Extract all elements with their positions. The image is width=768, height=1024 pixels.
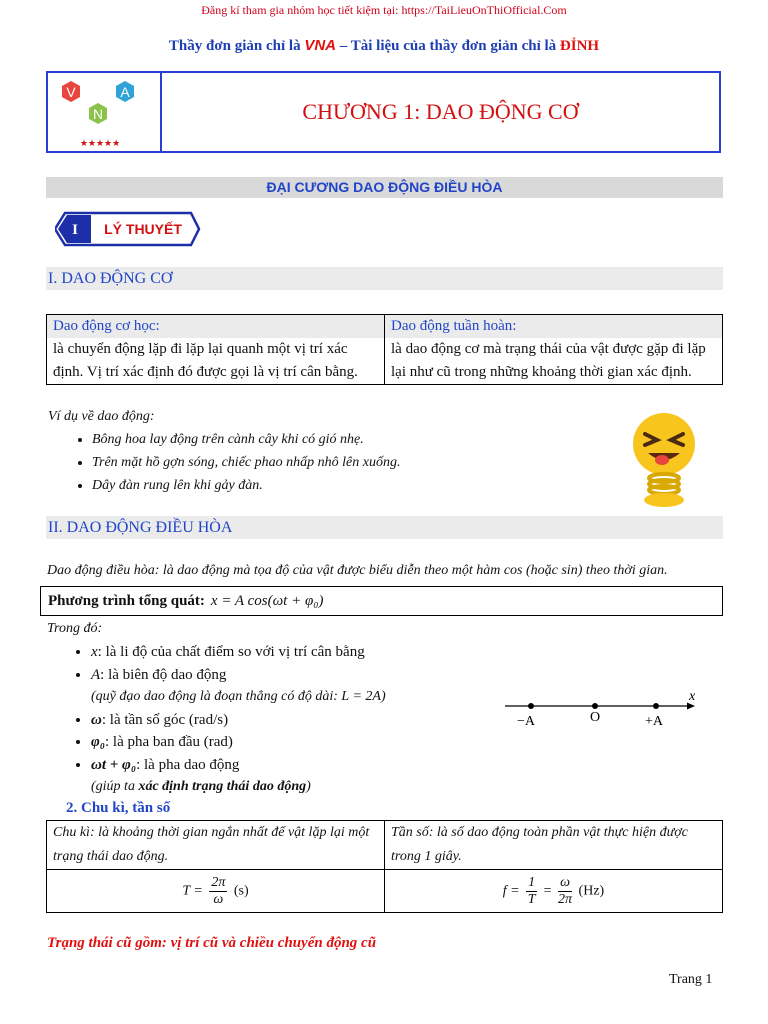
list-item: • A: là biên độ dao động <box>91 664 386 687</box>
list-item: • x: là li độ của chất điểm so với vị trí cân bằng <box>91 641 386 664</box>
period-definition: Chu kì: là khoảng thời gian ngắn nhất để vật lặp lại một trạng thái dao động. <box>47 821 385 870</box>
cell-left-head: Dao động cơ học: <box>47 315 384 338</box>
frequency-formula: f = $\frac{1}{T}$ = $\frac{\omega}{2\pi}$ (Hz) <box>385 870 723 913</box>
list-item: • ωt + φ₀: là pha dao động <box>91 754 386 777</box>
page-number: Trang 1 <box>669 972 713 987</box>
logo-letter-a: A <box>120 84 130 100</box>
cell-right-text: là dao động cơ mà trạng thái của vật được gặp đi lặp lại như cũ trong những khoảng thời gian xác định. <box>391 341 706 380</box>
equation: x = A cos(ωt + φ₀) <box>210 593 324 609</box>
list-item: • Bông hoa lay động trên cành cây khi có gió nhẹ. <box>92 428 400 451</box>
badge-label: LÝ THUYẾT <box>104 221 182 237</box>
list-item: • Trên mặt hồ gợn sóng, chiếc phao nhấp nhô lên xuống. <box>92 451 400 474</box>
list-note: (quỹ đạo dao động là đoạn thẳng có độ dài: L = 2A) <box>91 689 386 704</box>
symbol: A <box>91 666 101 683</box>
section-title: ĐẠI CƯƠNG DAO ĐỘNG ĐIỀU HÒA <box>46 177 723 198</box>
symbol: x <box>91 644 98 660</box>
symbol: ωt + φ₀ <box>91 756 137 773</box>
vna-logo-icon <box>48 73 156 151</box>
tagline-dinh: ĐỈNH <box>559 38 600 54</box>
logo-stars: ★★★★★ <box>79 138 121 148</box>
cell-dao-dong-co-hoc <box>47 315 385 385</box>
chapter-label: CHƯƠNG 1: <box>302 99 421 124</box>
tagline-part1: Thầy đơn giản chỉ là <box>168 38 305 54</box>
symbol: φ₀ <box>91 734 106 750</box>
chapter-header <box>46 71 721 153</box>
period-frequency-table <box>46 820 723 913</box>
definition-text: Dao động điều hòa: là dao động mà tọa độ của vật được biểu diễn theo một hàm cos (hoặc sin) theo thời gian. <box>47 563 668 578</box>
axis-zero-label: O <box>590 710 601 725</box>
logo-letter-v: V <box>66 84 76 100</box>
cell-left-text: là chuyển động lặp đi lặp lại quanh một vị trí xác định. Vị trí xác định đó được gọi là vị trí cân bằng. <box>53 341 358 380</box>
period-formula: T = $\frac{2\pi}{\omega}$ (s) <box>47 870 385 913</box>
tagline-vna: VNA <box>304 37 336 54</box>
list-item: • Dây đàn rung lên khi gảy đàn. <box>92 474 400 497</box>
axis-neg-label: −A <box>517 714 536 729</box>
definition-table <box>46 314 723 385</box>
vna-logo <box>48 73 162 151</box>
symbol-list <box>48 641 386 799</box>
heading-part2: II. DAO ĐỘNG ĐIỀU HÒA <box>46 516 723 539</box>
chapter-title <box>162 73 719 151</box>
badge-num: I <box>72 222 78 238</box>
cell-right-head: Dao động tuần hoàn: <box>385 315 722 338</box>
tagline <box>0 37 768 55</box>
general-equation-box <box>40 586 723 616</box>
axis-diagram <box>505 686 705 735</box>
logo-letter-n: N <box>92 106 104 122</box>
axis-x-label: x <box>689 689 696 704</box>
equation-label: Phương trình tổng quát: <box>48 593 205 609</box>
list-item: • φ₀: là pha ban đầu (rad) <box>91 731 386 754</box>
frequency-definition: Tần số: là số dao động toàn phần vật thực hiện được trong 1 giây. <box>385 821 723 870</box>
ly-thuyet-badge <box>55 211 201 252</box>
tagline-part2: – Tài liệu của thầy đơn giản chỉ là <box>336 38 560 54</box>
cell-dao-dong-tuan-hoan <box>385 315 723 385</box>
examples <box>48 405 400 497</box>
top-note: Đăng kí tham gia nhóm học tiết kiệm tại: https://TaiLieuOnThiOfficial.Com <box>201 3 567 17</box>
axis-pos-label: +A <box>645 714 664 729</box>
subheading-period-frequency: 2. Chu kì, tần số <box>66 800 171 816</box>
list-item: • ω: là tần số góc (rad/s) <box>91 709 386 732</box>
where-label: Trong đó: <box>47 621 103 636</box>
emoji-spring-toy-icon <box>628 412 702 513</box>
symbol: ω <box>91 711 102 728</box>
chapter-name: DAO ĐỘNG CƠ <box>425 99 579 124</box>
heading-part1: I. DAO ĐỘNG CƠ <box>46 267 723 290</box>
list-note: (giúp ta xác định trạng thái dao động) <box>91 779 311 794</box>
state-note: Trạng thái cũ gồm: vị trí cũ và chiều chuyển động cũ <box>47 935 377 951</box>
examples-label: Ví dụ về dao động: <box>48 409 155 424</box>
